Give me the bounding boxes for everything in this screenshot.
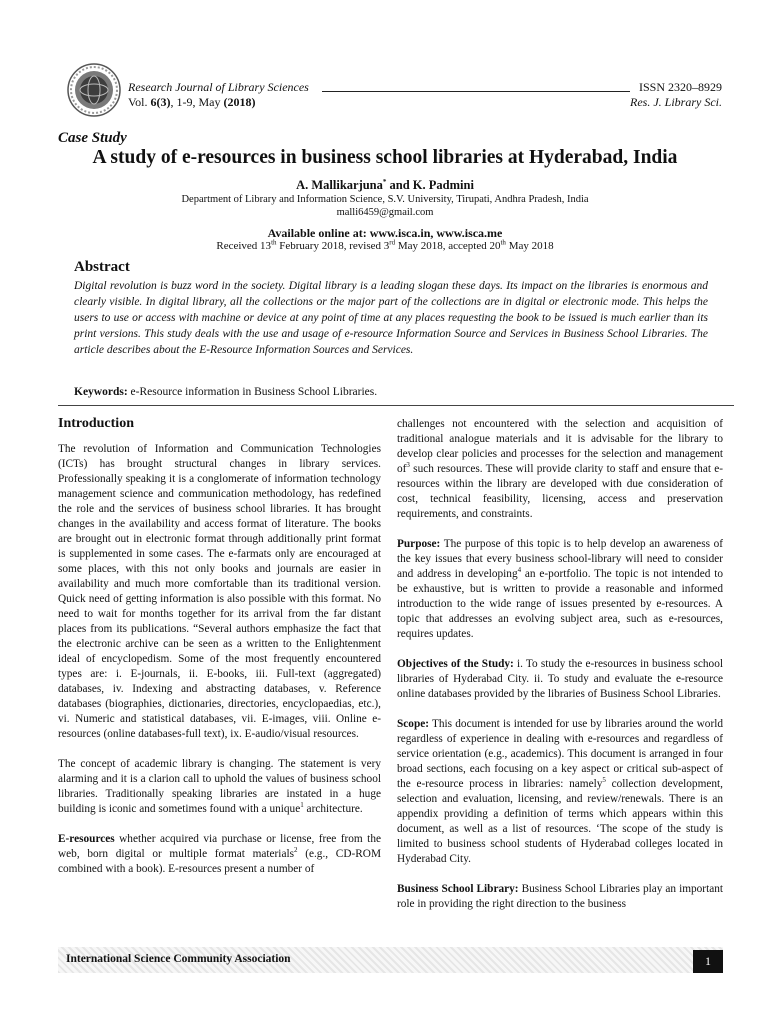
- journal-abbreviation: Res. J. Library Sci.: [630, 95, 722, 109]
- intro-paragraph-1: The revolution of Information and Communication Technologies (ICTs) has brought structural changes in library services. Professionally speaking it is a conglomerate of information technology management science and communication methodology, has redefined the role and the services of business school libraries. It has brought changes in the availability and access format of literature. The books are brought out in electronic format through additionally print format is supplemented in some cases. The e-farmats only are encouraged at some places, with this not only books and journals are easier in availability and much more comfortable than its traditional version. Quick need of getting information is also possible with this format. No need to wait for months together for its arrival from the far distant places from its publications. “Several authors emphasize the fact that the electronic archive can be seen as a written to the Enlightenment ideal of encyclopedism. Some of the most frequently encountered types are: i. E-journals, ii. E-books, iii. Full-text (aggregated) databases, iv. Indexing and abstracting databases, v. Reference databases (biographies, dictionaries, directories, encyclopaedias, etc.), vi. Numeric and statistical databases, vii. E-images, viii. Online e-resources (online databases-full text), ix. E-audio/visual resources.: [58, 443, 381, 740]
- available-online: Available online at: www.isca.in, www.isca.me: [267, 226, 503, 240]
- issn: ISSN 2320–8929: [638, 80, 722, 94]
- intro-paragraph-2: The concept of academic library is changing. The statement is very alarming and it is a clarion call to uphold the values of business school libraries. Traditionally speaking libraries are instated in a huge building is iconic and sometimes found with a unique$^1$ architecture.: [58, 758, 381, 815]
- abstract-heading: Abstract: [74, 259, 130, 275]
- right-column: [397, 417, 723, 927]
- objectives-paragraph: Objectives of the Study: i. To study the e-resources in business school libraries of Hyderabad City. ii. To study and evaluate the e-resource online databases provided by the libraries of Business School Libraries.: [397, 658, 723, 700]
- received-dates: Received 13th February 2018, revised 3rd May 2018, accepted 20th May 2018: [216, 238, 554, 252]
- scope-paragraph: Scope: This document is intended for use by libraries around the world regardless of experience in dealing with e-resources and regardless of service orientation (e.g., academics). This document is arranged in four broad sections, each focusing on a key aspect or critical sub-aspect of the e-resource process in libraries: namely$^5$ collection development, selection and evaluation, licensing, and review/renewals. There is an appendix providing a definition of terms which appears within this document, as well as a list of resources. ‘The scope of the study is limited to business school students of Hyderabad colleges located in Hyderabad City.: [397, 718, 723, 865]
- authors: A. Mallikarjuna* and K. Padmini: [296, 177, 474, 192]
- journal-header-left: [128, 80, 309, 110]
- article-type: Case Study: [58, 130, 127, 146]
- header-rule: [322, 91, 630, 92]
- volume-info: Vol. 6(3), 1-9, May (2018): [128, 95, 256, 109]
- introduction-heading: Introduction: [58, 416, 134, 431]
- page-number: 1: [693, 950, 723, 973]
- section-rule: [58, 405, 734, 406]
- e-resources-paragraph: E-resources whether acquired via purchase or license, free from the web, born digital or multiple format materials$^2$ (e.g., CD-ROM combined with a book). E-resources present a number of: [58, 833, 381, 875]
- journal-header-right: [630, 80, 722, 110]
- left-column: [58, 442, 381, 892]
- business-school-library-paragraph: Business School Library: Business School Libraries play an important role in providing the right direction to the business: [397, 883, 724, 910]
- paper-title: A study of e-resources in business school libraries at Hyderabad, India: [92, 147, 678, 168]
- abstract-text: Digital revolution is buzz word in the society. Digital library is a leading slogan these days. Its impact on the libraries is enormous and clearly visible. In digital library, all the collections or the major part of the collections are in digital or electronic mode. This helps the users to use or access with machine or device at any point of time at any places requesting the book to be issued is much earlier than its print versions. This study deals with the use and usage of e-resource Information Source and Services in Business School Libraries. The article describes about the E-Resource Information Sources and Services.: [74, 280, 708, 356]
- affiliation: Department of Library and Information Science, S.V. University, Tirupati, Andhra Pradesh, India malli6459@gmail.com: [0, 193, 770, 219]
- email: malli6459@gmail.com: [336, 207, 434, 218]
- challenges-paragraph: challenges not encountered with the selection and acquisition of traditional analogue materials and it is advisable for the library to develop clear policies and processes for the selection and management $of^3$ such resources. These will provide clarity to staff and ensure that e-resources within the library are developed with due consideration of cost, technical feasibility, licensing, access and preservation requirements, and constraints.: [397, 418, 723, 520]
- keywords: Keywords: e-Resource information in Business School Libraries.: [74, 386, 378, 398]
- journal-logo: [66, 62, 122, 118]
- footer-association: International Science Community Association: [66, 953, 291, 965]
- purpose-paragraph: Purpose: The purpose of this topic is to help develop an awareness of the key issues that every business school-library will need to consider and address in developing$^4$ an e-portfolio. The topic is not intended to be exhaustive, but is written to provide a reasonable and informed introduction to the wide range of issues presented by e-resources. A topic that addresses an evolving subject area, such as e-resources, requires updates.: [397, 538, 723, 640]
- journal-name: Research Journal of Library Sciences: [128, 80, 309, 94]
